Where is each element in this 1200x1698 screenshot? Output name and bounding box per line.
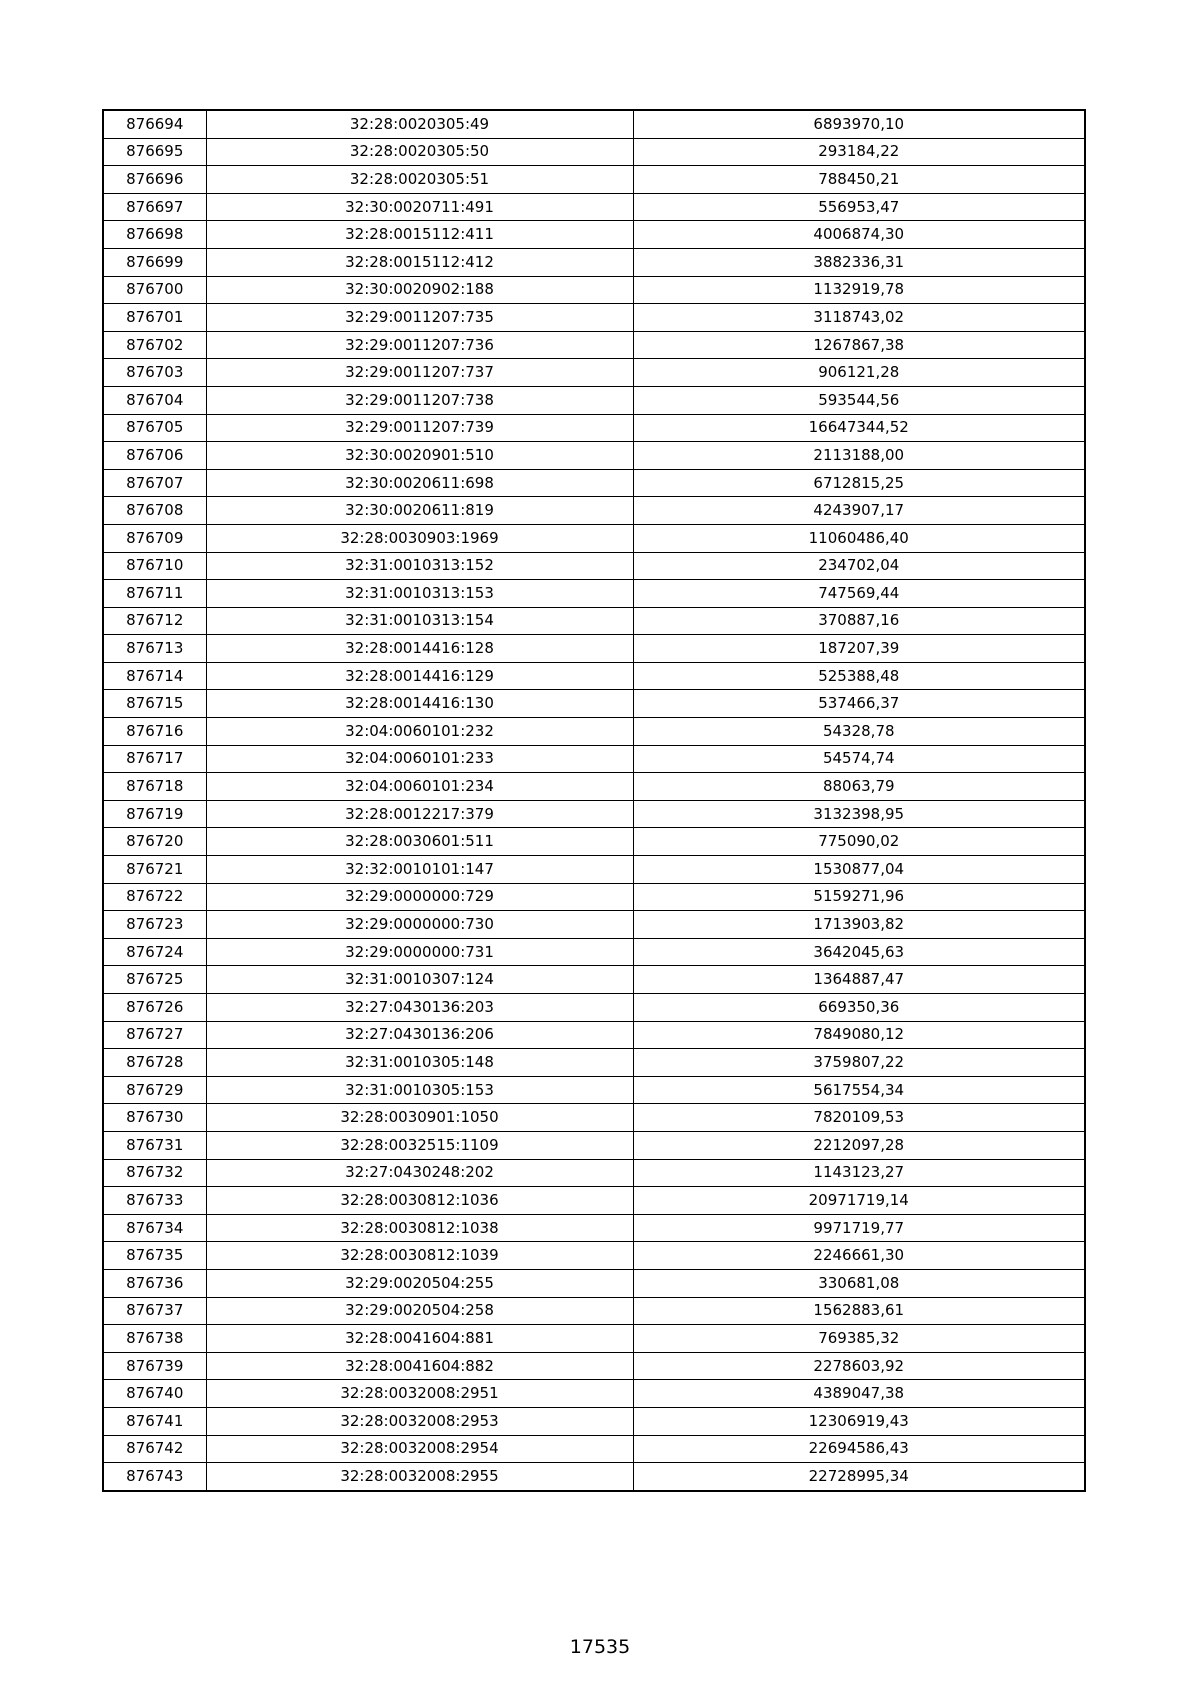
cadastral-number-cell: 32:29:0000000:731 [206,938,633,966]
cadastral-value-cell: 187207,39 [633,635,1085,663]
row-number-cell: 876704 [103,386,206,414]
table-row [103,911,1085,939]
table-row [103,331,1085,359]
cadastral-value-cell: 1364887,47 [633,966,1085,994]
cadastral-number-cell: 32:27:0430248:202 [206,1159,633,1187]
cadastral-value-cell: 3759807,22 [633,1049,1085,1077]
cadastral-number-cell: 32:04:0060101:233 [206,745,633,773]
cadastral-value-cell: 2113188,00 [633,442,1085,470]
table-row [103,221,1085,249]
table-row [103,1435,1085,1463]
table-row [103,607,1085,635]
cadastral-number-cell: 32:30:0020611:698 [206,469,633,497]
cadastral-value-cell: 88063,79 [633,773,1085,801]
cadastral-number-cell: 32:29:0011207:736 [206,331,633,359]
cadastral-value-cell: 4006874,30 [633,221,1085,249]
cadastral-number-cell: 32:30:0020901:510 [206,442,633,470]
cadastral-number-cell: 32:31:0010313:153 [206,580,633,608]
cadastral-value-cell: 20971719,14 [633,1187,1085,1215]
cadastral-number-cell: 32:04:0060101:234 [206,773,633,801]
cadastral-value-cell: 3882336,31 [633,248,1085,276]
table-row [103,938,1085,966]
cadastral-number-cell: 32:31:0010305:148 [206,1049,633,1077]
cadastral-value-cell: 4389047,38 [633,1380,1085,1408]
cadastral-number-cell: 32:28:0012217:379 [206,800,633,828]
cadastral-value-cell: 2278603,92 [633,1352,1085,1380]
table-row [103,442,1085,470]
table-row [103,524,1085,552]
cadastral-value-cell: 1562883,61 [633,1297,1085,1325]
cadastral-value-cell: 234702,04 [633,552,1085,580]
cadastral-number-cell: 32:28:0020305:50 [206,138,633,166]
cadastral-value-cell: 6893970,10 [633,110,1085,138]
cadastral-number-cell: 32:28:0032515:1109 [206,1131,633,1159]
cadastral-number-cell: 32:29:0011207:735 [206,304,633,332]
cadastral-value-cell: 747569,44 [633,580,1085,608]
cadastral-number-cell: 32:28:0014416:128 [206,635,633,663]
cadastral-value-cell: 1530877,04 [633,856,1085,884]
table-row [103,1297,1085,1325]
cadastral-value-cell: 293184,22 [633,138,1085,166]
table-row [103,1269,1085,1297]
row-number-cell: 876722 [103,883,206,911]
cadastral-number-cell: 32:30:0020902:188 [206,276,633,304]
table-row [103,800,1085,828]
cadastral-value-cell: 330681,08 [633,1269,1085,1297]
table-row [103,773,1085,801]
row-number-cell: 876708 [103,497,206,525]
table-row [103,386,1085,414]
table-row [103,1380,1085,1408]
table-row [103,1214,1085,1242]
cadastral-number-cell: 32:28:0015112:411 [206,221,633,249]
row-number-cell: 876720 [103,828,206,856]
table-row [103,1049,1085,1077]
table-row [103,359,1085,387]
cadastral-number-cell: 32:28:0015112:412 [206,248,633,276]
row-number-cell: 876730 [103,1104,206,1132]
row-number-cell: 876697 [103,193,206,221]
row-number-cell: 876700 [103,276,206,304]
row-number-cell: 876713 [103,635,206,663]
table-row [103,304,1085,332]
cadastral-value-cell: 1713903,82 [633,911,1085,939]
cadastral-value-cell: 3642045,63 [633,938,1085,966]
row-number-cell: 876724 [103,938,206,966]
row-number-cell: 876723 [103,911,206,939]
row-number-cell: 876710 [103,552,206,580]
cadastral-value-cell: 9971719,77 [633,1214,1085,1242]
table-row [103,994,1085,1022]
cadastral-value-cell: 1143123,27 [633,1159,1085,1187]
cadastral-value-cell: 775090,02 [633,828,1085,856]
page-number: 17535 [569,1636,631,1658]
table-body [103,110,1085,1491]
table-row [103,1187,1085,1215]
cadastral-value-cell: 370887,16 [633,607,1085,635]
row-number-cell: 876727 [103,1021,206,1049]
row-number-cell: 876702 [103,331,206,359]
cadastral-number-cell: 32:28:0030812:1039 [206,1242,633,1270]
cadastral-value-cell: 2212097,28 [633,1131,1085,1159]
row-number-cell: 876725 [103,966,206,994]
cadastral-value-cell: 906121,28 [633,359,1085,387]
table-row [103,1242,1085,1270]
table-row [103,883,1085,911]
row-number-cell: 876695 [103,138,206,166]
table-row [103,276,1085,304]
cadastral-number-cell: 32:28:0030812:1036 [206,1187,633,1215]
row-number-cell: 876705 [103,414,206,442]
row-number-cell: 876715 [103,690,206,718]
cadastral-number-cell: 32:04:0060101:232 [206,718,633,746]
cadastral-number-cell: 32:28:0030903:1969 [206,524,633,552]
row-number-cell: 876735 [103,1242,206,1270]
table-row [103,1104,1085,1132]
cadastral-value-cell: 2246661,30 [633,1242,1085,1270]
table-row [103,1463,1085,1491]
cadastral-number-cell: 32:28:0014416:129 [206,662,633,690]
table-row [103,552,1085,580]
row-number-cell: 876716 [103,718,206,746]
cadastral-value-cell: 16647344,52 [633,414,1085,442]
table-row [103,166,1085,194]
table-row [103,110,1085,138]
cadastral-number-cell: 32:29:0000000:729 [206,883,633,911]
row-number-cell: 876709 [103,524,206,552]
cadastral-number-cell: 32:28:0020305:49 [206,110,633,138]
cadastral-value-cell: 1132919,78 [633,276,1085,304]
cadastral-value-cell: 22694586,43 [633,1435,1085,1463]
row-number-cell: 876712 [103,607,206,635]
table-row [103,248,1085,276]
table-row [103,1407,1085,1435]
table-row [103,828,1085,856]
row-number-cell: 876728 [103,1049,206,1077]
cadastral-number-cell: 32:32:0010101:147 [206,856,633,884]
table-row [103,138,1085,166]
cadastral-number-cell: 32:28:0041604:881 [206,1325,633,1353]
table-row [103,966,1085,994]
row-number-cell: 876703 [103,359,206,387]
row-number-cell: 876729 [103,1076,206,1104]
cadastral-value-cell: 556953,47 [633,193,1085,221]
cadastral-number-cell: 32:29:0011207:737 [206,359,633,387]
cadastral-value-cell: 669350,36 [633,994,1085,1022]
row-number-cell: 876694 [103,110,206,138]
cadastral-value-cell: 7849080,12 [633,1021,1085,1049]
table-row [103,580,1085,608]
cadastral-value-cell: 22728995,34 [633,1463,1085,1491]
cadastral-number-cell: 32:31:0010305:153 [206,1076,633,1104]
table-row [103,1131,1085,1159]
cadastral-number-cell: 32:27:0430136:203 [206,994,633,1022]
cadastral-number-cell: 32:30:0020611:819 [206,497,633,525]
cadastral-value-cell: 3132398,95 [633,800,1085,828]
cadastral-value-cell: 5159271,96 [633,883,1085,911]
row-number-cell: 876718 [103,773,206,801]
table-row [103,1076,1085,1104]
cadastral-value-cell: 11060486,40 [633,524,1085,552]
row-number-cell: 876733 [103,1187,206,1215]
cadastral-number-cell: 32:29:0011207:738 [206,386,633,414]
table-row [103,856,1085,884]
cadastral-number-cell: 32:29:0000000:730 [206,911,633,939]
cadastral-number-cell: 32:28:0014416:130 [206,690,633,718]
cadastral-value-cell: 769385,32 [633,1325,1085,1353]
cadastral-number-cell: 32:28:0032008:2955 [206,1463,633,1491]
cadastral-value-cell: 4243907,17 [633,497,1085,525]
cadastral-number-cell: 32:27:0430136:206 [206,1021,633,1049]
row-number-cell: 876741 [103,1407,206,1435]
cadastral-number-cell: 32:31:0010313:152 [206,552,633,580]
table-row [103,193,1085,221]
cadastral-number-cell: 32:28:0041604:882 [206,1352,633,1380]
row-number-cell: 876732 [103,1159,206,1187]
row-number-cell: 876736 [103,1269,206,1297]
cadastral-number-cell: 32:28:0032008:2954 [206,1435,633,1463]
row-number-cell: 876734 [103,1214,206,1242]
cadastral-value-table [102,109,1086,1492]
row-number-cell: 876696 [103,166,206,194]
row-number-cell: 876706 [103,442,206,470]
row-number-cell: 876699 [103,248,206,276]
cadastral-number-cell: 32:28:0030601:511 [206,828,633,856]
table-row [103,469,1085,497]
row-number-cell: 876701 [103,304,206,332]
row-number-cell: 876742 [103,1435,206,1463]
cadastral-number-cell: 32:28:0032008:2953 [206,1407,633,1435]
cadastral-value-cell: 12306919,43 [633,1407,1085,1435]
cadastral-value-cell: 7820109,53 [633,1104,1085,1132]
table-row [103,718,1085,746]
cadastral-value-cell: 1267867,38 [633,331,1085,359]
row-number-cell: 876714 [103,662,206,690]
table-row [103,690,1085,718]
cadastral-value-cell: 525388,48 [633,662,1085,690]
cadastral-value-cell: 54574,74 [633,745,1085,773]
row-number-cell: 876739 [103,1352,206,1380]
table-row [103,662,1085,690]
row-number-cell: 876738 [103,1325,206,1353]
row-number-cell: 876743 [103,1463,206,1491]
row-number-cell: 876698 [103,221,206,249]
row-number-cell: 876721 [103,856,206,884]
cadastral-number-cell: 32:31:0010313:154 [206,607,633,635]
cadastral-value-cell: 5617554,34 [633,1076,1085,1104]
row-number-cell: 876711 [103,580,206,608]
row-number-cell: 876717 [103,745,206,773]
cadastral-number-cell: 32:28:0020305:51 [206,166,633,194]
table-row [103,1325,1085,1353]
row-number-cell: 876737 [103,1297,206,1325]
table-row [103,1159,1085,1187]
cadastral-value-cell: 788450,21 [633,166,1085,194]
table-row [103,745,1085,773]
cadastral-value-cell: 537466,37 [633,690,1085,718]
table-row [103,497,1085,525]
table-row [103,1021,1085,1049]
row-number-cell: 876731 [103,1131,206,1159]
cadastral-value-cell: 6712815,25 [633,469,1085,497]
table-row [103,1352,1085,1380]
cadastral-number-cell: 32:28:0030901:1050 [206,1104,633,1132]
table-row [103,635,1085,663]
row-number-cell: 876740 [103,1380,206,1408]
cadastral-number-cell: 32:29:0020504:255 [206,1269,633,1297]
row-number-cell: 876707 [103,469,206,497]
cadastral-number-cell: 32:28:0030812:1038 [206,1214,633,1242]
cadastral-value-cell: 3118743,02 [633,304,1085,332]
cadastral-number-cell: 32:29:0020504:258 [206,1297,633,1325]
cadastral-number-cell: 32:31:0010307:124 [206,966,633,994]
cadastral-number-cell: 32:29:0011207:739 [206,414,633,442]
cadastral-value-cell: 54328,78 [633,718,1085,746]
cadastral-number-cell: 32:30:0020711:491 [206,193,633,221]
cadastral-value-cell: 593544,56 [633,386,1085,414]
row-number-cell: 876726 [103,994,206,1022]
cadastral-number-cell: 32:28:0032008:2951 [206,1380,633,1408]
row-number-cell: 876719 [103,800,206,828]
table-row [103,414,1085,442]
